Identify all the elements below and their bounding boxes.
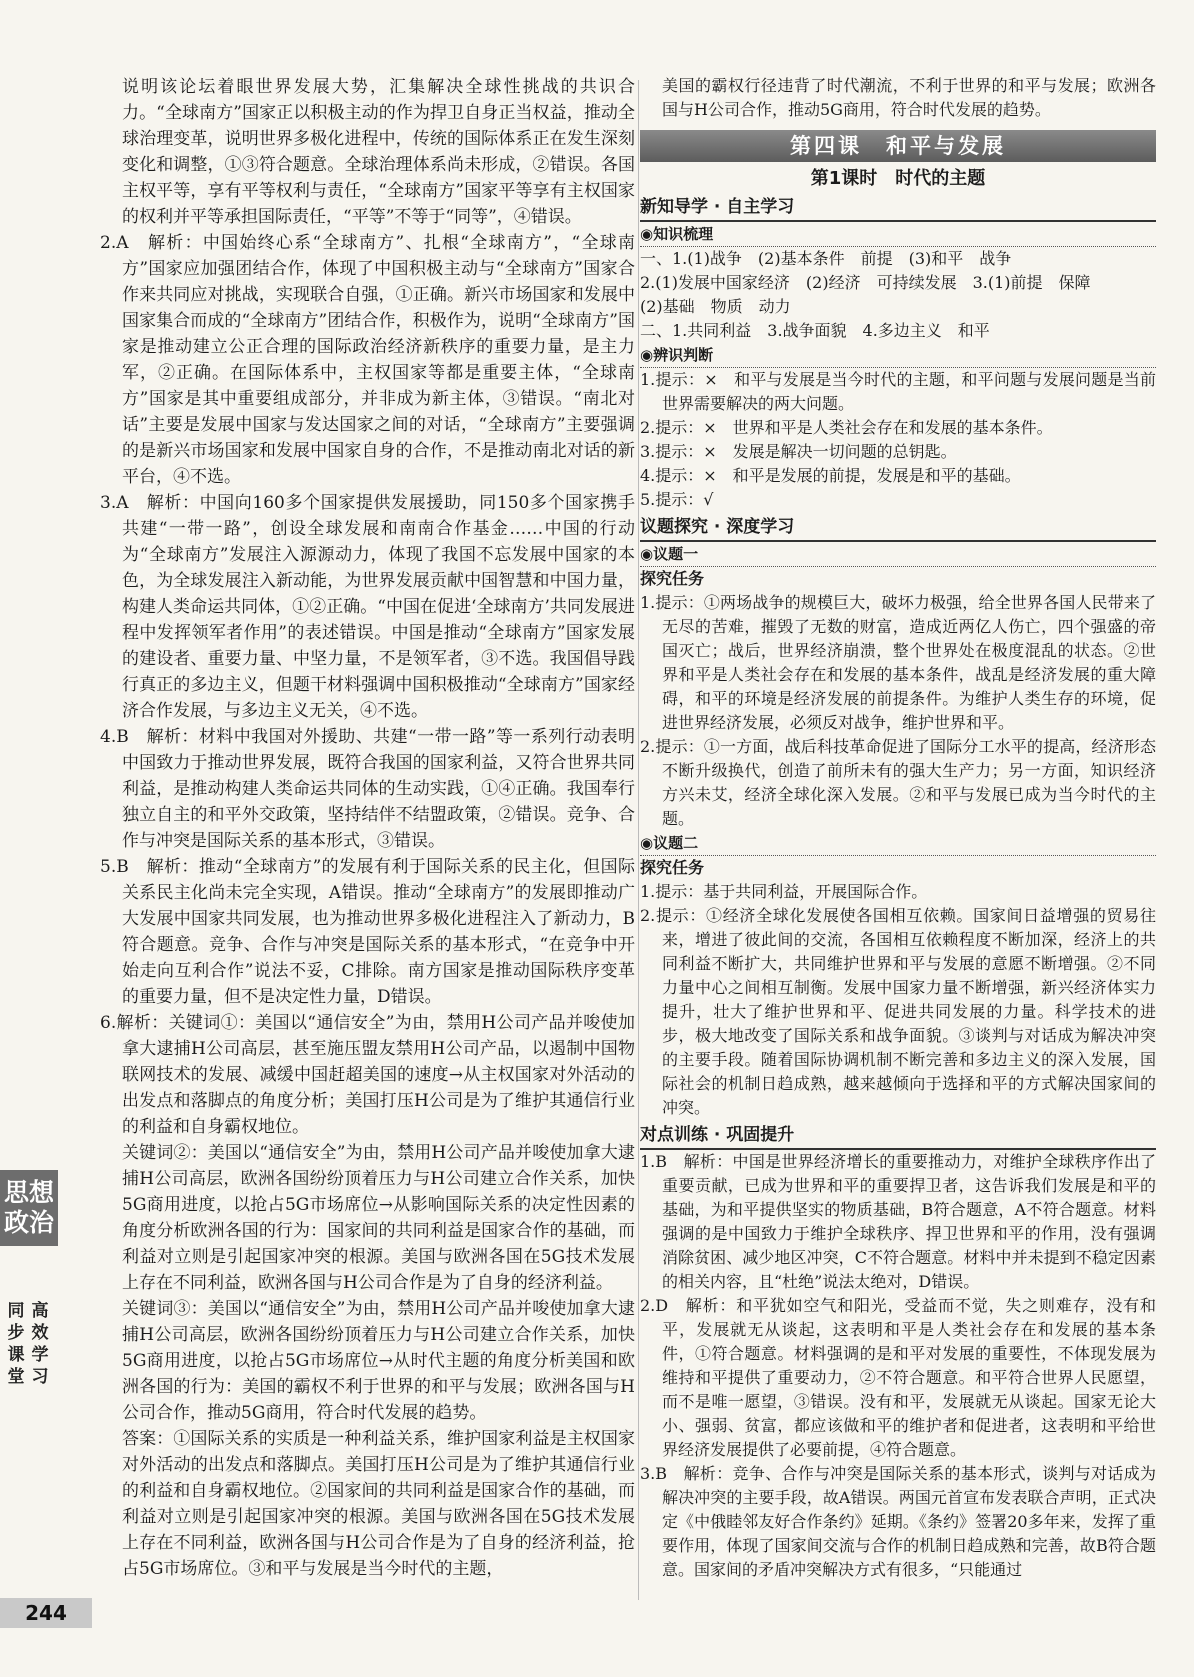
judge-paragraph: 3.提示：× 发展是解决一切问题的总钥匙。 (640, 442, 957, 461)
knowledge-paragraph: 一、1.(1)战争 (2)基本条件 前提 (3)和平 战争 (640, 249, 1012, 268)
topic2-paragraph: 2.提示：①经济全球化发展使各国相互依赖。国家间日益增强的贸易往来，增进了彼此间的交流，各国相互依赖程度不断加深，经济上的共同利益不断扩大，共同维护世界和平与发展的意愿不断增强。②不同力量中心之间相互制衡。发展中国家力量不断增强，新兴经济体实力提升，壮大了维护世界和平、促进共同发展的力量。科学技术的进步，极大地改变了国际关系和战争面貌。③谈判与对话成为解决冲突的主要手段。随着国际协调机制不断完善和多边主义的深入发展，国际社会的机制日趋成熟，越来越倾向于选择和平的方式解决国家间的冲突。 (640, 906, 1156, 1117)
leftcol-paragraph: 6.解析：关键词①：美国以“通信安全”为由，禁用H公司产品并唆使加拿大逮捕H公司高层，甚至施压盟友禁用H公司产品，以遏制中国物联网技术的发展、减缓中国赶超美国的速度→从主权国家对外活动的出发点和落脚点的角度分析；美国打压H公司是为了维护其通信行业的利益和自身霸权地位。 (100, 1013, 635, 1137)
right-column (640, 74, 1156, 1582)
leftcol-paragraph: 3.A 解析：中国向160多个国家提供发展援助，同150多个国家携手共建“一带一路”，创设全球发展和南南合作基金……中国的行动为“全球南方”发展注入源源动力，体现了我国不忘发展中国家的本色，为全球发展注入新动能，为世界发展贡献中国智慧和中国力量，构建人类命运共同体，①②正确。“中国在促进‘全球南方’共同发展进程中发挥领军者作用”的表述错误。中国是推动“全球南方”国家发展的建设者、重要力量、中坚力量，不是领军者，③不选。我国倡导践行真正的多边主义，但题干材料强调中国积极推动“全球南方”国家经济合作发展，与多边主义无关，④不选。 (100, 493, 635, 721)
topic1-paragraph: 2.提示：①一方面，战后科技革命促进了国际分工水平的提高，经济形态不断升级换代，创造了前所未有的强大生产力；另一方面，知识经济方兴未艾，经济全球化深入发展。②和平与发展已成为当今时代的主题。 (640, 737, 1156, 828)
training-paragraph: 2.D 解析：和平犹如空气和阳光，受益而不觉，失之则难存，没有和平，发展就无从谈起，这表明和平是人类社会存在和发展的基本条件，①符合题意。材料强调的是和平对发展的重要性，不体现发展为维持和平提供了重要动力，②不符合题意。和平符合世界人民愿望，而不是唯一愿望，③错误。没有和平，发展就无从谈起。国家无论大小、强弱、贫富，都应该做和平的维护者和促进者，这表明和平给世界经济发展提供了必要前提，④符合题意。 (640, 1296, 1156, 1459)
leftcol-paragraph: 答案：①国际关系的实质是一种利益关系，维护国家利益是主权国家对外活动的出发点和落脚点。美国打压H公司是为了维护其通信行业的利益和自身霸权地位。②国家间的共同利益是国家合作的基础，而利益对立则是引起国家冲突的根源。美国与欧洲各国在5G技术发展上存在不同利益，欧洲各国与H公司合作是为了自身的经济利益，抢占5G市场席位。③和平与发展是当今时代的主题， (122, 1429, 635, 1579)
task-label-two: 探究任务 (640, 858, 705, 877)
lesson-title: 第四课 和平与发展 (640, 130, 1156, 162)
topic1-paragraph: 1.提示：①两场战争的规模巨大，破坏力极强，给全世界各国人民带来了无尽的苦难，摧毁了无数的财富，造成近两亿人伤亡，四个强盛的帝国灭亡；战后，世界经济崩溃，整个世界处在极度混乱的状态。②世界和平是人类社会存在和发展的基本条件，战乱是经济发展的重大障碍，和平的环境是经济发展的前提条件。为维护人类生存的环境，促进世界经济发展，必须反对战争，维护世界和平。 (640, 593, 1156, 732)
topic-one-list (640, 591, 1156, 831)
series-label-a: 同步课堂 (7, 1301, 25, 1387)
training-paragraph: 1.B 解析：中国是世界经济增长的重要推动力，对维护全球秩序作出了重要贡献，已成为世界和平的重要捍卫者，这告诉我们发展是和平的基础，为和平提供坚实的物质基础，B符合题意，A不符合题意。材料强调的是中国致力于维护全球秩序、捍卫世界和平的作用，没有强调消除贫困、减少地区冲突，C不符合题意。材料中并未提到不稳定因素的相关内容，且“杜绝”说法太绝对，D错误。 (640, 1152, 1156, 1291)
series-label (4, 1300, 54, 1388)
judge-paragraph: 4.提示：× 和平是发展的前提，发展是和平的基础。 (640, 466, 1021, 485)
leftcol-paragraph: 4.B 解析：材料中我国对外援助、共建“一带一路”等一系列行动表明中国致力于推动世界发展，既符合我国的国家利益，又符合世界共同利益，是推动构建人类命运共同体的生动实践，①④正确。我国奉行独立自主的和平外交政策，坚持结伴不结盟政策，②错误。竞争、合作与冲突是国际关系的基本形式，③错误。 (100, 727, 635, 851)
knowledge-paragraph: (2)基础 物质 动力 (640, 297, 791, 316)
section-heading-new-knowledge: 新知导学 · 自主学习 (640, 194, 1156, 222)
judge-list (640, 368, 1156, 512)
leftcol-paragraph: 说明该论坛着眼世界发展大势，汇集解决全球性挑战的共识合力。“全球南方”国家正以积极主动的作为捍卫自身正当权益，推动全球治理变革，说明世界多极化进程中，传统的国际体系正在发生深刻变化和调整，①③符合题意。全球治理体系尚未形成，②错误。各国主权平等，享有平等权利与责任，“全球南方”国家平等享有主权国家的权利并平等承担国际责任，“平等”不等于“同等”，④错误。 (122, 77, 635, 227)
judge-paragraph: 1.提示：× 和平与发展是当今时代的主题，和平问题与发展问题是当前世界需要解决的两大问题。 (640, 370, 1156, 413)
subheading-judge: ◉辨识判断 (640, 343, 1156, 368)
knowledge-paragraph: 二、1.共同利益 3.战争面貌 4.多边主义 和平 (640, 321, 990, 340)
section-heading-inquiry: 议题探究 · 深度学习 (640, 514, 1156, 542)
task-label-one: 探究任务 (640, 569, 705, 588)
topic2-paragraph: 1.提示：基于共同利益，开展国际合作。 (640, 882, 928, 901)
training-paragraph: 3.B 解析：竞争、合作与冲突是国际关系的基本形式，谈判与对话成为解决冲突的主要手段，故A错误。两国元首宣布发表联合声明，正式决定《中俄睦邻友好合作条约》延期。《条约》签署20多年来，发挥了重要作用，体现了国家间交流与合作的机制日趋成熟和完善，故B符合题意。国家间的矛盾冲突解决方式有很多，“只能通过 (640, 1464, 1156, 1579)
lesson-subtitle: 第1课时 时代的主题 (810, 168, 986, 189)
knowledge-list (640, 247, 1156, 343)
left-column (100, 74, 635, 1582)
subject-tab: 思想政治 (0, 1170, 58, 1246)
subheading-knowledge: ◉知识梳理 (640, 222, 1156, 247)
column-divider (638, 80, 639, 1600)
knowledge-paragraph: 2.(1)发展中国家经济 (2)经济 可持续发展 3.(1)前提 保障 (640, 273, 1091, 292)
subheading-topic-one: ◉议题一 (640, 542, 1156, 567)
leftcol-paragraph: 关键词②：美国以“通信安全”为由，禁用H公司产品并唆使加拿大逮捕H公司高层，欧洲各国纷纷顶着压力与H公司建立合作关系，加快5G商用进度，以抢占5G市场席位→从影响国际关系的决定性因素的角度分析欧洲各国的行为：国家间的共同利益是国家合作的基础，而利益对立则是引起国家冲突的根源。美国与欧洲各国在5G技术发展上存在不同利益，欧洲各国与H公司合作是为了自身的经济利益。 (122, 1143, 635, 1293)
training-list (640, 1150, 1156, 1582)
leftcol-paragraph: 2.A 解析：中国始终心系“全球南方”、扎根“全球南方”，“全球南方”国家应加强团结合作，体现了中国积极主动与“全球南方”国家合作来共同应对挑战，实现联合自强，①正确。新兴市场国家和发展中国家集合而成的“全球南方”团结合作，积极作为，说明“全球南方”国家是推动建立公正合理的国际政治经济新秩序的重要力量，是主力军，②正确。在国际体系中，主权国家等都是重要主体，“全球南方”国家是其中重要组成部分，并非成为新主体，③错误。“南北对话”主要是发展中国家与发达国家之间的对话，“全球南方”主要强调的是新兴市场国家和发展中国家自身的合作，不是推动南北对话的新平台，④不选。 (100, 233, 635, 487)
series-label-b: 高效学习 (31, 1301, 49, 1387)
leftcol-paragraph: 关键词③：美国以“通信安全”为由，禁用H公司产品并唆使加拿大逮捕H公司高层，欧洲各国纷纷顶着压力与H公司建立合作关系，加快5G商用进度，以抢占5G市场席位→从时代主题的角度分析美国和欧洲各国的行为：美国的霸权不利于世界的和平与发展；欧洲各国与H公司合作，推动5G商用，符合时代发展的趋势。 (122, 1299, 635, 1423)
judge-paragraph: 2.提示：× 世界和平是人类社会存在和发展的基本条件。 (640, 418, 1053, 437)
page-number: 244 (0, 1598, 92, 1628)
leftcol-paragraph: 5.B 解析：推动“全球南方”的发展有利于国际关系的民主化，但国际关系民主化尚未完全实现，A错误。推动“全球南方”的发展即推动广大发展中国家共同发展，也为推动世界多极化进程注入了新动力，B符合题意。竞争、合作与冲突是国际关系的基本形式，“在竞争中开始走向互利合作”说法不妥，C排除。南方国家是推动国际秩序变革的重要力量，但不是决定性力量，D错误。 (100, 857, 635, 1007)
topic-two-list (640, 880, 1156, 1120)
continued-answer: 美国的霸权行径违背了时代潮流，不利于世界的和平与发展；欧洲各国与H公司合作，推动5G商用，符合时代发展的趋势。 (662, 76, 1156, 119)
section-heading-training: 对点训练 · 巩固提升 (640, 1122, 1156, 1150)
subheading-topic-two: ◉议题二 (640, 831, 1156, 856)
judge-paragraph: 5.提示：√ (640, 490, 714, 509)
